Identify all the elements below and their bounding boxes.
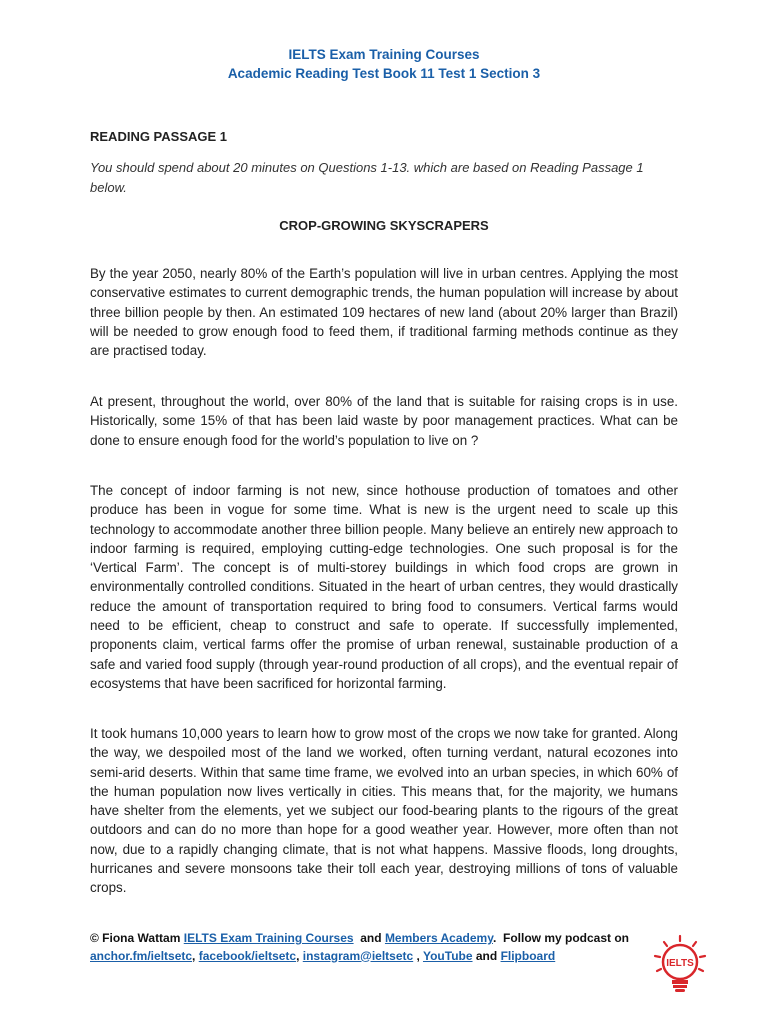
podcast-text: Follow my podcast on	[503, 931, 630, 945]
passage-title: CROP-GROWING SKYSCRAPERS	[279, 218, 489, 233]
members-academy-link[interactable]: Members Academy	[384, 931, 493, 945]
instructions: You should spend about 20 minutes on Questions 1-13. which are based on Reading Passage 1 below.	[90, 160, 644, 195]
logo-text: IELTS	[666, 958, 694, 969]
paragraph-3: The concept of indoor farming is not new, since hothouse production of tomatoes and other produce has been in vogue for some time. What is new is the urgent need to scale up this technology to accommodate another three billion people. Many believe an entirely new approach to indoor farming is required, employing cutting-edge technologies. One such proposal is for the ‘Vertical Farm’. The concept is of multi-storey buildings in which food crops are grown in environmentally controlled conditions. Situated in the heart of urban centres, they would drastically reduce the amount of transportation required to bring food to consumers. Vertical farms would need to be efficient, cheap to construct and safe to operate. If successfully implemented, proponents claim, vertical farms offer the promise of urban renewal, sustainable production of a safe and varied food supply (through year-round production of all crops), and the eventual repair of ecosystems that have been sacrificed for horizontal farming.	[90, 483, 678, 691]
copyright-text: © Fiona Wattam	[90, 931, 181, 945]
footer-and-text: and	[360, 931, 382, 945]
flipboard-link[interactable]: Flipboard	[500, 948, 556, 963]
instagram-link[interactable]: instagram@ieltsetc	[302, 948, 414, 963]
paragraph-1: By the year 2050, nearly 80% of the Earth’s population will live in urban centres. Applying the most conservative estimates to current demographic trends, the human population will increase by about three billion people by then. An estimated 109 hectares of new land (about 20% larger than Brazil) will be needed to grow enough food to feed them, if traditional farming methods continue as they are practised today.	[90, 266, 678, 359]
paragraph-2: At present, throughout the world, over 80% of the land that is suitable for raising crops is in use. Historically, some 15% of that has been laid waste by poor management practices. What can be done to ensure enough food for the world’s population to live on ?	[90, 394, 678, 448]
youtube-link[interactable]: YouTube	[422, 948, 473, 963]
lightbulb-logo-icon	[651, 934, 709, 996]
ielts-courses-link[interactable]: IELTS Exam Training Courses	[183, 931, 354, 945]
footer: © Fiona Wattam IELTS Exam Training Courses and Members Academy. Follow my podcast on anchor.fm/ieltsetc, facebook/ieltsetc, instagram@ieltsetc , YouTube and Flipboard	[90, 931, 630, 963]
footer-and-text-2: and	[475, 948, 498, 963]
header-course-title: IELTS Exam Training Courses	[288, 47, 480, 62]
document-header	[0, 45, 768, 83]
facebook-link[interactable]: facebook/ieltsetc	[198, 948, 297, 963]
header-test-title: Academic Reading Test Book 11 Test 1 Section 3	[227, 66, 541, 81]
section-label: READING PASSAGE 1	[90, 129, 228, 144]
paragraph-4: It took humans 10,000 years to learn how to grow most of the crops we now take for granted. Along the way, we despoiled most of the land we worked, often turning verdant, natural ecozones into semi-arid deserts. Within that same time frame, we evolved into an urban species, in which 60% of the human population now lives vertically in cities. This means that, for the majority, we humans have shelter from the elements, yet we subject our food-bearing plants to the rigours of the great outdoors and can do no more than hope for a good weather year. However, more often than not now, due to a rapidly changing climate, that is not what happens. Massive floods, long droughts, hurricanes and severe monsoons take their toll each year, destroying millions of tons of valuable crops.	[90, 726, 678, 896]
anchor-link[interactable]: anchor.fm/ieltsetc	[90, 948, 193, 963]
